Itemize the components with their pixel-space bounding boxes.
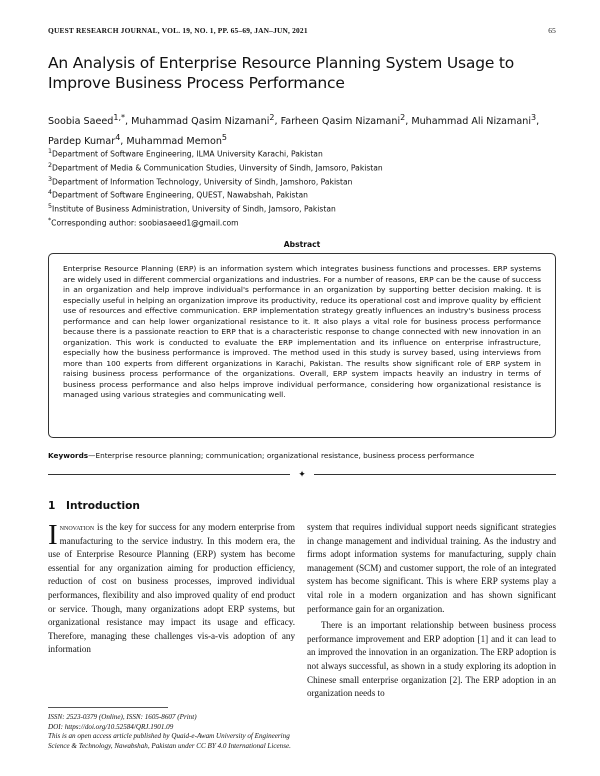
section-number: 1 <box>48 500 56 512</box>
divider-ornament-icon: ✦ <box>298 469 306 479</box>
paper-title: An Analysis of Enterprise Resource Planning System Usage to Improve Business Process Performance <box>48 54 515 92</box>
keywords-text: Enterprise resource planning; communication; organizational resistance, business process performance <box>95 451 475 460</box>
running-head <box>48 26 556 38</box>
body-paragraph: There is an important relationship between business process performance improvement and ERP adoption [1] and it can lead to an improved the innovation in an organization. The ERP adoption is not always successful, as shown in a study exploring its adoption in Chinese small enterprise organization [2]. The ERP adoption in an organization needs to <box>307 620 556 699</box>
abstract-box <box>48 253 556 438</box>
body-column-left <box>48 521 295 657</box>
section-heading <box>48 500 140 512</box>
affiliation: $^5$Institute of Business Administration, University of Sindh, Jamsoro, Pakistan <box>48 203 336 214</box>
author: Soobia Saeed$^{1,*}$, <box>48 113 132 128</box>
affiliation: $^4$Department of Software Engineering, QUEST, Nawabshah, Pakistan <box>48 189 308 201</box>
affiliation: $^2$Department of Media & Communication Studies, Uinversity of Sindh, Jamsoro, Pakistan <box>48 161 383 173</box>
author: Muhammad Qasim Nizamani$^2$, <box>131 113 281 128</box>
author: Muhammad Ali Nizamani$^3$, <box>411 113 540 128</box>
license-line: This is an open access article published by Quaid-e-Awam University of Engineering Science & Technology, Nawabshah, Pakistan under CC BY 4.0 International License. <box>48 732 291 750</box>
page-number: 65 <box>548 26 556 35</box>
author: Muhammad Memon$^5$ <box>126 132 228 147</box>
footnote-rule <box>48 707 168 708</box>
abstract-text: Enterprise Resource Planning (ERP) is an information system which integrates business functions and processes. ERP systems are widely used in different commercial organizations and industries. For a number of reasons, ERP can be the cause of success in an organization and help improve individual's performance in an organization by supporting better decision making. It is especially useful in helping an organization improve its productivity, reduce its operational cost and improve quality by efficient use of resources and effective communication. ERP implementation strategy greatly influences an industry's business process performance and can help lower organizational resistance to it. It also plays a vital role for business process performance because there is a passionate reaction to ERP that is a characteristic response to change connected with new innovation in an organization. This work is conducted to evaluate the ERP implementation and its influence on enterprise infrastructure, especially how the business performance is improved. The method used in this study is survey based, using interviews from more than 100 experts from different organizations in Karachi, Pakistan. The results show significant role of ERP system in raising business process performance of the organizations. Overall, ERP system impacts heavily an industry in terms of business process performance and also helps improve individual performance, considering how organizational resistance is managed using various strategies and communicating well. <box>63 264 541 399</box>
author-list <box>48 110 558 149</box>
intro-paragraph: Innovation is the key for success for any modern enterprise from manufacturing to the service industry. In this modern era, the use of Enterprise Resource Planning (ERP) system has become essential for any organization aiming for production efficiency, reduction of cost on business processes, improved individual performances, flexibility and also improved quality of end product or service. Though, many organizations adopt ERP systems, but organizational resistance may impact its usage and efficacy. Therefore, managing these challenges vis-a-vis adoption of any information <box>48 519 295 655</box>
author: Pardep Kumar$^4$, <box>48 132 127 147</box>
doi-line: DOI: https://doi.org/10.52584/QRJ.1901.09 <box>48 722 174 731</box>
affiliation-list <box>48 146 556 229</box>
affiliation: $^1$Department of Software Engineering, ILMA University Karachi, Pakistan <box>48 148 323 159</box>
drop-cap: I <box>48 519 58 551</box>
footnotes <box>48 713 303 751</box>
affiliation: $^3$Department of Information Technology, University of Sindh, Jamshoro, Pakistan <box>48 175 353 187</box>
journal-name: QUEST RESEARCH JOURNAL, VOL. 19, NO. 1, PP. 65–69, JAN–JUN, 2021 <box>48 26 308 35</box>
abstract-heading: Abstract <box>283 240 321 249</box>
author: Farheen Qasim Nizamani$^2$, <box>280 113 412 128</box>
body-column-right <box>307 521 556 701</box>
section-title: Introduction <box>66 500 140 512</box>
issn-line: ISSN: 2523-0379 (Online), ISSN: 1605-8607 (Print) <box>48 713 197 721</box>
keywords: Keywords—Enterprise resource planning; communication; organizational resistance, business process performance <box>48 451 475 460</box>
body-paragraph: system that requires individual support needs significant strategies in change management and individual training. As the industry and firms adopt information systems for manufacturing, supply chain management (SCM) and customer support, the role of an integrated system has become significant. This is where ERP systems play a vital role in a modern organization and has shown significant performance gain for an organization. <box>307 522 556 614</box>
corresponding-author: *Corresponding author: soobiasaeed1@gmail.com <box>48 217 239 228</box>
section-divider <box>48 470 556 480</box>
keywords-label: Keywords <box>48 451 89 460</box>
